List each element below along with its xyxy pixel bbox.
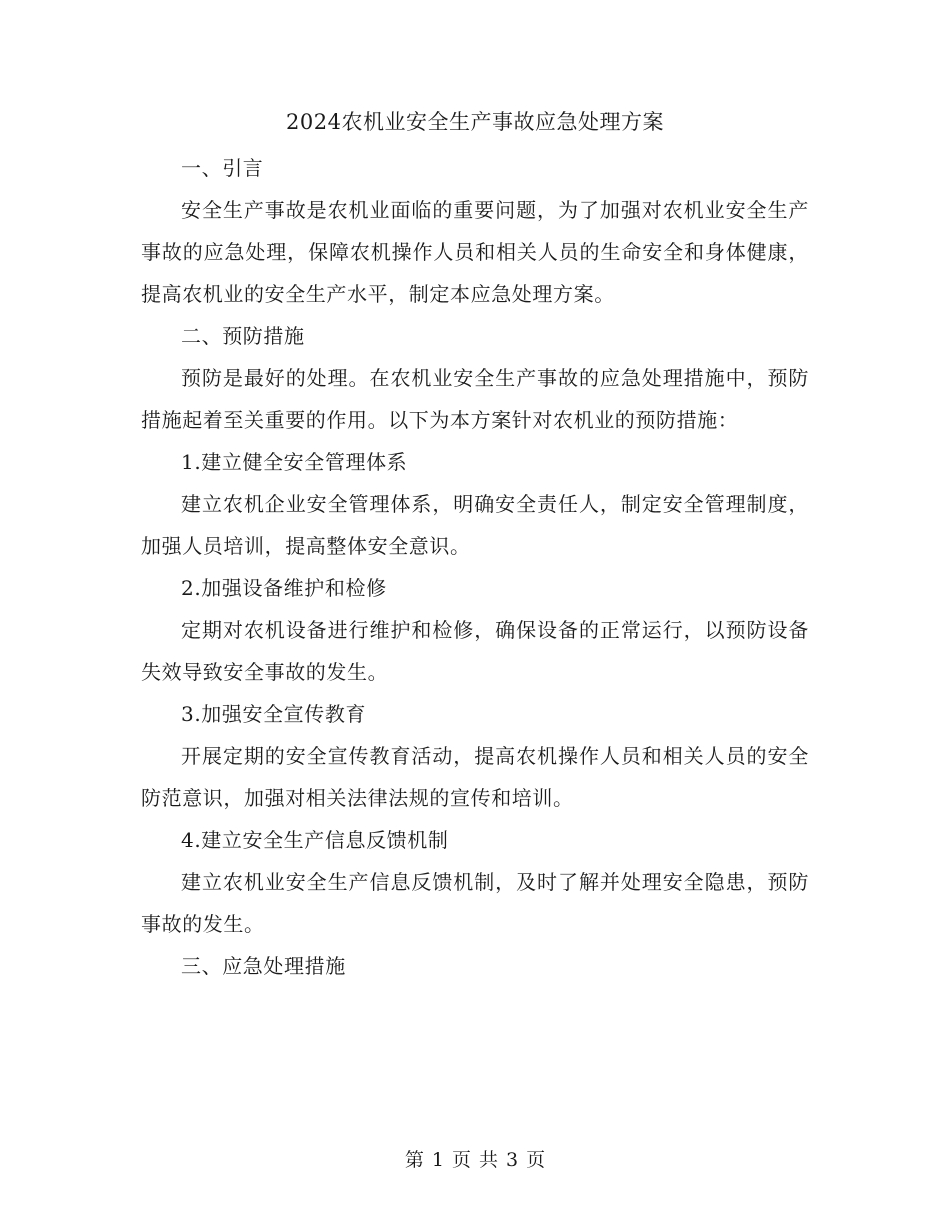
subheading-education: 3.加强安全宣传教育 — [181, 702, 367, 726]
subheading-maintenance: 2.加强设备维护和检修 — [181, 576, 387, 600]
section-heading-emergency: 三、应急处理措施 — [181, 954, 346, 978]
paragraph-safety-system: 建立农机企业安全管理体系，明确安全责任人，制定安全管理制度，加强人员培训，提高整体安全意识。 — [141, 492, 809, 558]
subheading-safety-system: 1.建立健全安全管理体系 — [181, 450, 408, 474]
paragraph-education: 开展定期的安全宣传教育活动，提高农机操作人员和相关人员的安全防范意识，加强对相关法律法规的宣传和培训。 — [141, 744, 809, 810]
section-heading-introduction: 一、引言 — [181, 156, 264, 180]
document-body — [141, 147, 809, 987]
page-footer — [0, 1146, 950, 1174]
paragraph-introduction: 安全生产事故是农机业面临的重要问题，为了加强对农机业安全生产事故的应急处理，保障农机操作人员和相关人员的生命安全和身体健康，提高农机业的安全生产水平，制定本应急处理方案。 — [141, 198, 809, 306]
subheading-feedback: 4.建立安全生产信息反馈机制 — [181, 828, 449, 852]
paragraph-maintenance: 定期对农机设备进行维护和检修，确保设备的正常运行，以预防设备失效导致安全事故的发生。 — [141, 618, 809, 684]
footer-total-pages: 3 — [506, 1149, 519, 1171]
footer-current-page: 1 — [431, 1149, 444, 1171]
footer-page-unit: 页 — [451, 1149, 471, 1171]
footer-total-unit: 页 — [526, 1149, 546, 1171]
section-heading-prevention: 二、预防措施 — [181, 324, 305, 348]
paragraph-prevention: 预防是最好的处理。在农机业安全生产事故的应急处理措施中，预防措施起着至关重要的作用。以下为本方案针对农机业的预防措施： — [141, 366, 809, 432]
document-title: 2024农机业安全生产事故应急处理方案 — [286, 110, 664, 134]
footer-total-label: 共 — [479, 1149, 499, 1171]
footer-page-label: 第 — [404, 1149, 424, 1171]
paragraph-feedback: 建立农机业安全生产信息反馈机制，及时了解并处理安全隐患，预防事故的发生。 — [141, 870, 809, 936]
